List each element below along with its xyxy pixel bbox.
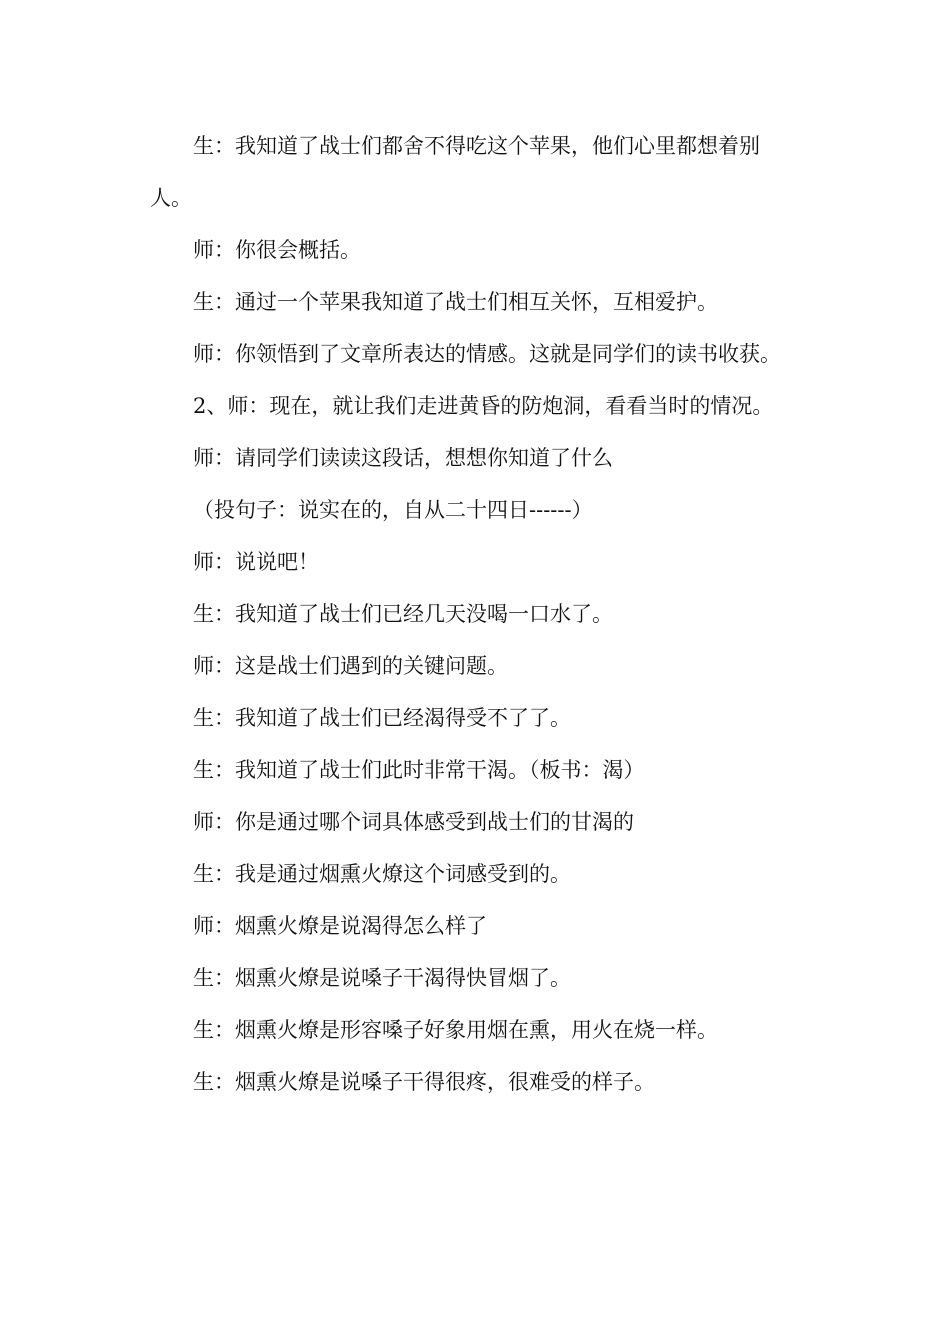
paragraph: 生：我是通过烟熏火燎这个词感受到的。 <box>193 862 571 886</box>
paragraph: （投句子：说实在的，自从二十四日------） <box>193 498 593 522</box>
paragraph: 生：我知道了战士们都舍不得吃这个苹果，他们心里都想着别人。 <box>150 134 760 210</box>
paragraph: 生：我知道了战士们此时非常干渴。（板书：渴） <box>193 758 645 782</box>
paragraph: 师：说说吧！ <box>193 550 319 574</box>
paragraph: 生：我知道了战士们已经渴得受不了了。 <box>193 706 571 730</box>
paragraph: 生：我知道了战士们已经几天没喝一口水了。 <box>193 602 613 626</box>
paragraph: 生：烟熏火燎是说嗓子干得很疼，很难受的样子。 <box>193 1070 655 1094</box>
paragraph: 师：你是通过哪个词具体感受到战士们的甘渴的 <box>193 810 634 834</box>
paragraph: 师：请同学们读读这段话，想想你知道了什么 <box>193 446 613 470</box>
paragraph: 师：你领悟到了文章所表达的情感。这就是同学们的读书收获。 <box>193 342 781 366</box>
paragraph: 师：这是战士们遇到的关键问题。 <box>193 654 508 678</box>
paragraph: 生：烟熏火燎是说嗓子干渴得快冒烟了。 <box>193 966 571 990</box>
paragraph: 生：通过一个苹果我知道了战士们相互关怀，互相爱护。 <box>193 290 718 314</box>
paragraph: 师：你很会概括。 <box>193 238 361 262</box>
paragraph: 生：烟熏火燎是形容嗓子好象用烟在熏，用火在烧一样。 <box>193 1018 718 1042</box>
document-body <box>150 120 800 1108</box>
paragraph: 2、师：现在，就让我们走进黄昏的防炮洞，看看当时的情况。 <box>193 394 774 418</box>
paragraph: 师：烟熏火燎是说渴得怎么样了 <box>193 914 487 938</box>
